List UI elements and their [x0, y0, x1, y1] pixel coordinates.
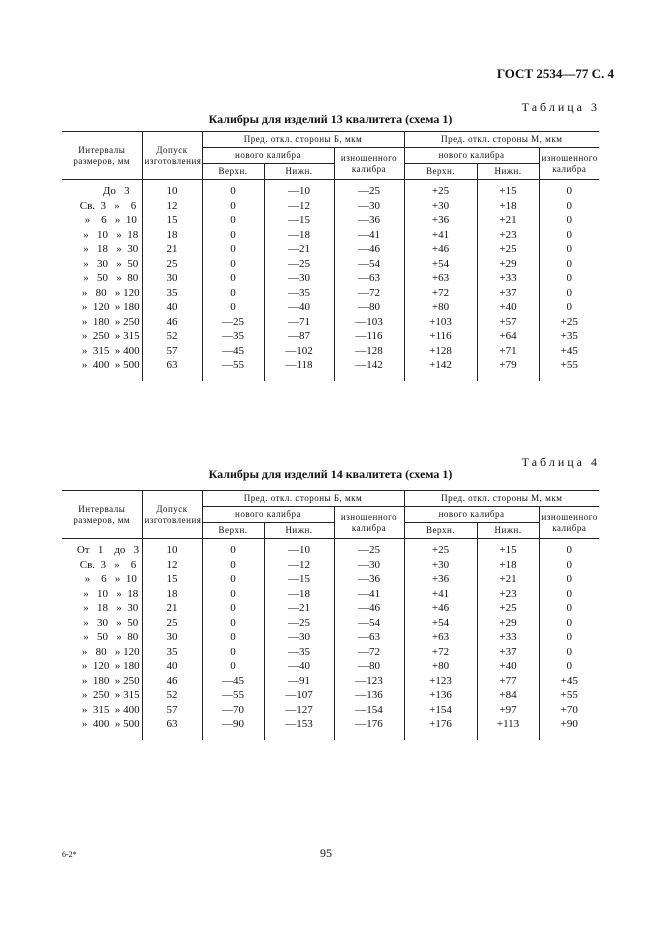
- cell-m-new-upper: +176: [404, 717, 477, 740]
- cell-b-worn: —46: [334, 242, 404, 257]
- cell-m-new-lower: +15: [477, 180, 539, 199]
- header-m-worn-gauge: изношенного калибра: [539, 148, 599, 180]
- cell-m-new-lower: +21: [477, 213, 539, 228]
- cell-b-new-upper: —90: [202, 717, 264, 740]
- cell-tolerance: 52: [142, 688, 202, 703]
- cell-tolerance: 63: [142, 358, 202, 381]
- cell-b-worn: —30: [334, 199, 404, 214]
- cell-m-new-upper: +103: [404, 315, 477, 330]
- cell-b-new-upper: 0: [202, 180, 264, 199]
- cell-b-new-upper: 0: [202, 199, 264, 214]
- cell-m-worn: +25: [539, 315, 599, 330]
- table-row: [62, 703, 599, 718]
- header-tolerance: Допуск изготовления: [142, 491, 202, 539]
- cell-m-new-lower: +18: [477, 199, 539, 214]
- cell-tolerance: 21: [142, 601, 202, 616]
- cell-m-new-lower: +29: [477, 616, 539, 631]
- cell-m-new-lower: +33: [477, 630, 539, 645]
- cell-m-new-upper: +30: [404, 199, 477, 214]
- table-row: [62, 300, 599, 315]
- cell-m-worn: 0: [539, 180, 599, 199]
- cell-m-worn: 0: [539, 645, 599, 660]
- cell-b-worn: —54: [334, 616, 404, 631]
- header-side-m: Пред. откл. стороны М, мкм: [404, 491, 599, 507]
- table-row: [62, 659, 599, 674]
- cell-m-new-lower: +77: [477, 674, 539, 689]
- cell-b-new-upper: 0: [202, 558, 264, 573]
- cell-tolerance: 35: [142, 645, 202, 660]
- cell-tolerance: 10: [142, 539, 202, 558]
- size-interval-text: » 400 » 500: [76, 359, 140, 371]
- cell-b-new-upper: 0: [202, 271, 264, 286]
- header-b-new-gauge: нового калибра: [202, 507, 334, 523]
- header-m-lower: Нижн.: [477, 164, 539, 180]
- cell-b-worn: —154: [334, 703, 404, 718]
- cell-size-interval: [62, 257, 142, 272]
- cell-m-new-lower: +40: [477, 659, 539, 674]
- cell-size-interval: [62, 688, 142, 703]
- cell-b-new-lower: —15: [264, 572, 334, 587]
- cell-m-new-upper: +72: [404, 645, 477, 660]
- cell-b-new-upper: 0: [202, 286, 264, 301]
- size-interval-text: Св. 3 » 6: [79, 558, 137, 571]
- cell-size-interval: [62, 587, 142, 602]
- cell-b-new-upper: —35: [202, 329, 264, 344]
- table-row: [62, 717, 599, 740]
- cell-size-interval: [62, 213, 142, 228]
- cell-m-worn: +70: [539, 703, 599, 718]
- cell-b-worn: —116: [334, 329, 404, 344]
- cell-m-new-upper: +63: [404, 271, 477, 286]
- size-interval-text: До 3: [86, 185, 130, 197]
- cell-m-new-upper: +36: [404, 572, 477, 587]
- cell-b-worn: —72: [334, 645, 404, 660]
- cell-size-interval: [62, 358, 142, 381]
- header-intervals: Интервалы размеров, мм: [62, 132, 142, 180]
- cell-m-worn: +55: [539, 358, 599, 381]
- cell-m-new-upper: +54: [404, 257, 477, 272]
- cell-size-interval: [62, 630, 142, 645]
- size-interval-text: » 10 » 18: [77, 228, 139, 241]
- cell-m-new-lower: +97: [477, 703, 539, 718]
- cell-m-worn: 0: [539, 659, 599, 674]
- footer-note: 6-2*: [62, 850, 77, 859]
- cell-m-worn: 0: [539, 199, 599, 214]
- cell-size-interval: [62, 659, 142, 674]
- header-m-worn-gauge: изношенного калибра: [539, 507, 599, 539]
- size-interval-text: » 400 » 500: [76, 718, 140, 730]
- cell-m-worn: +35: [539, 329, 599, 344]
- cell-b-new-lower: —10: [264, 180, 334, 199]
- cell-b-new-lower: —25: [264, 616, 334, 631]
- cell-tolerance: 46: [142, 315, 202, 330]
- cell-b-worn: —25: [334, 180, 404, 199]
- cell-m-new-lower: +79: [477, 358, 539, 381]
- cell-m-worn: 0: [539, 558, 599, 573]
- cell-b-new-lower: —35: [264, 286, 334, 301]
- header-side-b: Пред. откл. стороны Б, мкм: [202, 132, 404, 148]
- cell-b-new-upper: 0: [202, 630, 264, 645]
- size-interval-text: » 250 » 315: [76, 689, 140, 701]
- cell-m-worn: 0: [539, 616, 599, 631]
- cell-b-worn: —36: [334, 213, 404, 228]
- table-row: [62, 587, 599, 602]
- cell-b-new-lower: —21: [264, 601, 334, 616]
- size-interval-text: » 120 » 180: [76, 301, 140, 313]
- cell-b-new-lower: —127: [264, 703, 334, 718]
- cell-m-worn: 0: [539, 213, 599, 228]
- size-interval-text: » 180 » 250: [76, 315, 140, 328]
- cell-m-worn: +45: [539, 674, 599, 689]
- table-row: [62, 688, 599, 703]
- cell-size-interval: [62, 271, 142, 286]
- cell-m-new-upper: +123: [404, 674, 477, 689]
- cell-b-new-upper: —55: [202, 358, 264, 381]
- size-interval-text: » 50 » 80: [77, 631, 139, 643]
- size-interval-text: » 18 » 30: [77, 243, 139, 255]
- cell-tolerance: 30: [142, 630, 202, 645]
- cell-b-new-lower: —153: [264, 717, 334, 740]
- header-m-new-gauge: нового калибра: [404, 148, 539, 164]
- size-interval-text: » 180 » 250: [76, 674, 140, 687]
- cell-b-new-lower: —12: [264, 199, 334, 214]
- table-3-caption: Калибры для изделий 13 квалитета (схема 1): [208, 112, 453, 126]
- cell-m-worn: 0: [539, 242, 599, 257]
- cell-b-new-lower: —10: [264, 539, 334, 558]
- header-tolerance: Допуск изготовления: [142, 132, 202, 180]
- cell-b-new-upper: 0: [202, 300, 264, 315]
- cell-m-new-upper: +154: [404, 703, 477, 718]
- cell-size-interval: [62, 242, 142, 257]
- cell-m-worn: 0: [539, 257, 599, 272]
- cell-tolerance: 57: [142, 344, 202, 359]
- header-b-lower: Нижн.: [264, 164, 334, 180]
- cell-b-new-lower: —118: [264, 358, 334, 381]
- cell-tolerance: 25: [142, 616, 202, 631]
- cell-tolerance: 52: [142, 329, 202, 344]
- cell-b-worn: —176: [334, 717, 404, 740]
- cell-b-new-upper: 0: [202, 616, 264, 631]
- cell-size-interval: [62, 601, 142, 616]
- cell-b-worn: —142: [334, 358, 404, 381]
- header-b-worn-gauge: изношенного калибра: [334, 507, 404, 539]
- cell-m-new-upper: +116: [404, 329, 477, 344]
- cell-m-new-lower: +64: [477, 329, 539, 344]
- cell-tolerance: 30: [142, 271, 202, 286]
- cell-b-worn: —46: [334, 601, 404, 616]
- cell-m-new-lower: +40: [477, 300, 539, 315]
- table-row: [62, 572, 599, 587]
- table-4-number: Таблица 4: [521, 455, 600, 469]
- header-m-upper: Верхн.: [404, 523, 477, 539]
- cell-m-new-lower: +23: [477, 587, 539, 602]
- cell-m-worn: 0: [539, 228, 599, 243]
- cell-b-new-upper: 0: [202, 257, 264, 272]
- cell-m-new-upper: +54: [404, 616, 477, 631]
- cell-size-interval: [62, 616, 142, 631]
- header-m-new-gauge: нового калибра: [404, 507, 539, 523]
- cell-size-interval: [62, 315, 142, 330]
- cell-m-worn: 0: [539, 572, 599, 587]
- cell-b-new-upper: —70: [202, 703, 264, 718]
- cell-m-new-lower: +71: [477, 344, 539, 359]
- size-interval-text: » 6 » 10: [79, 214, 137, 226]
- cell-b-new-upper: —25: [202, 315, 264, 330]
- cell-b-worn: —123: [334, 674, 404, 689]
- cell-b-worn: —80: [334, 300, 404, 315]
- size-interval-text: » 6 » 10: [79, 573, 137, 585]
- size-interval-text: » 50 » 80: [77, 272, 139, 284]
- cell-b-new-upper: 0: [202, 645, 264, 660]
- cell-size-interval: [62, 572, 142, 587]
- cell-m-new-lower: +25: [477, 601, 539, 616]
- cell-m-new-upper: +63: [404, 630, 477, 645]
- table-row: [62, 242, 599, 257]
- cell-m-new-lower: +84: [477, 688, 539, 703]
- cell-m-new-upper: +30: [404, 558, 477, 573]
- table-4-body: [62, 539, 599, 740]
- cell-m-new-upper: +46: [404, 601, 477, 616]
- cell-b-worn: —25: [334, 539, 404, 558]
- cell-m-worn: 0: [539, 587, 599, 602]
- table-row: [62, 286, 599, 301]
- page-number: 95: [320, 846, 332, 860]
- cell-b-new-upper: 0: [202, 539, 264, 558]
- table-row: [62, 558, 599, 573]
- size-interval-text: » 315 » 400: [76, 344, 140, 357]
- cell-m-new-lower: +29: [477, 257, 539, 272]
- size-interval-text: » 30 » 50: [77, 257, 139, 270]
- header-side-b: Пред. откл. стороны Б, мкм: [202, 491, 404, 507]
- cell-b-new-lower: —30: [264, 271, 334, 286]
- cell-m-worn: +45: [539, 344, 599, 359]
- cell-tolerance: 46: [142, 674, 202, 689]
- cell-b-new-lower: —107: [264, 688, 334, 703]
- cell-tolerance: 63: [142, 717, 202, 740]
- size-interval-text: » 315 » 400: [76, 703, 140, 716]
- cell-m-new-upper: +41: [404, 587, 477, 602]
- table-row: [62, 315, 599, 330]
- cell-size-interval: [62, 344, 142, 359]
- header-side-m: Пред. откл. стороны М, мкм: [404, 132, 599, 148]
- header-b-new-gauge: нового калибра: [202, 148, 334, 164]
- table-row: [62, 358, 599, 381]
- cell-tolerance: 15: [142, 213, 202, 228]
- cell-b-new-lower: —102: [264, 344, 334, 359]
- cell-m-new-lower: +25: [477, 242, 539, 257]
- table-row: [62, 616, 599, 631]
- cell-m-new-lower: +37: [477, 286, 539, 301]
- cell-b-new-lower: —40: [264, 659, 334, 674]
- cell-tolerance: 12: [142, 199, 202, 214]
- table-row: [62, 539, 599, 558]
- cell-m-worn: 0: [539, 300, 599, 315]
- cell-b-new-upper: 0: [202, 587, 264, 602]
- size-interval-text: Св. 3 » 6: [79, 199, 137, 212]
- table-row: [62, 630, 599, 645]
- table-3-number: Таблица 3: [521, 100, 600, 114]
- cell-b-worn: —103: [334, 315, 404, 330]
- cell-m-worn: +90: [539, 717, 599, 740]
- cell-tolerance: 15: [142, 572, 202, 587]
- cell-b-new-lower: —87: [264, 329, 334, 344]
- cell-b-worn: —54: [334, 257, 404, 272]
- table-row: [62, 213, 599, 228]
- cell-b-new-upper: 0: [202, 228, 264, 243]
- cell-b-new-lower: —18: [264, 587, 334, 602]
- cell-m-new-lower: +18: [477, 558, 539, 573]
- cell-b-new-lower: —21: [264, 242, 334, 257]
- cell-m-worn: 0: [539, 286, 599, 301]
- cell-b-new-upper: —45: [202, 344, 264, 359]
- cell-tolerance: 18: [142, 228, 202, 243]
- cell-b-worn: —80: [334, 659, 404, 674]
- table-row: [62, 601, 599, 616]
- cell-m-worn: 0: [539, 539, 599, 558]
- table-3: [62, 131, 599, 381]
- cell-m-new-upper: +25: [404, 539, 477, 558]
- cell-m-new-upper: +80: [404, 659, 477, 674]
- cell-m-new-lower: +33: [477, 271, 539, 286]
- cell-b-new-lower: —71: [264, 315, 334, 330]
- size-interval-text: » 80 » 120: [76, 286, 140, 299]
- cell-b-worn: —63: [334, 271, 404, 286]
- cell-b-new-lower: —40: [264, 300, 334, 315]
- cell-size-interval: [62, 674, 142, 689]
- header-intervals: Интервалы размеров, мм: [62, 491, 142, 539]
- cell-b-worn: —30: [334, 558, 404, 573]
- cell-m-new-upper: +80: [404, 300, 477, 315]
- cell-m-new-lower: +21: [477, 572, 539, 587]
- size-interval-text: От 1 до 3: [76, 544, 140, 556]
- size-interval-text: » 18 » 30: [77, 602, 139, 614]
- cell-b-new-lower: —12: [264, 558, 334, 573]
- cell-size-interval: [62, 703, 142, 718]
- cell-m-worn: 0: [539, 630, 599, 645]
- size-interval-text: » 80 » 120: [76, 645, 140, 658]
- cell-m-new-lower: +57: [477, 315, 539, 330]
- cell-b-worn: —128: [334, 344, 404, 359]
- cell-b-worn: —136: [334, 688, 404, 703]
- cell-size-interval: [62, 228, 142, 243]
- cell-m-new-lower: +23: [477, 228, 539, 243]
- cell-size-interval: [62, 717, 142, 740]
- cell-m-new-lower: +15: [477, 539, 539, 558]
- cell-tolerance: 18: [142, 587, 202, 602]
- table-row: [62, 228, 599, 243]
- table-3-body: [62, 180, 599, 381]
- cell-m-new-upper: +25: [404, 180, 477, 199]
- header-m-upper: Верхн.: [404, 164, 477, 180]
- cell-m-new-upper: +46: [404, 242, 477, 257]
- cell-tolerance: 10: [142, 180, 202, 199]
- table-row: [62, 329, 599, 344]
- size-interval-text: » 10 » 18: [77, 587, 139, 600]
- cell-size-interval: [62, 329, 142, 344]
- header-b-upper: Верхн.: [202, 523, 264, 539]
- cell-m-new-upper: +72: [404, 286, 477, 301]
- header-b-lower: Нижн.: [264, 523, 334, 539]
- cell-size-interval: [62, 300, 142, 315]
- table-4: [62, 490, 599, 740]
- table-row: [62, 199, 599, 214]
- cell-b-new-upper: 0: [202, 659, 264, 674]
- cell-b-new-upper: 0: [202, 242, 264, 257]
- cell-size-interval: [62, 286, 142, 301]
- cell-tolerance: 40: [142, 659, 202, 674]
- cell-b-new-upper: —45: [202, 674, 264, 689]
- cell-m-new-upper: +128: [404, 344, 477, 359]
- cell-tolerance: 40: [142, 300, 202, 315]
- cell-tolerance: 35: [142, 286, 202, 301]
- cell-b-new-lower: —91: [264, 674, 334, 689]
- cell-size-interval: [62, 645, 142, 660]
- cell-size-interval: [62, 558, 142, 573]
- table-row: [62, 257, 599, 272]
- cell-b-worn: —41: [334, 228, 404, 243]
- table-4-caption: Калибры для изделий 14 квалитета (схема 1): [208, 467, 453, 481]
- cell-tolerance: 57: [142, 703, 202, 718]
- header-m-lower: Нижн.: [477, 523, 539, 539]
- cell-b-new-upper: 0: [202, 601, 264, 616]
- cell-size-interval: [62, 180, 142, 199]
- cell-b-new-upper: 0: [202, 213, 264, 228]
- header-b-worn-gauge: изношенного калибра: [334, 148, 404, 180]
- cell-b-worn: —41: [334, 587, 404, 602]
- cell-b-new-lower: —35: [264, 645, 334, 660]
- cell-b-worn: —72: [334, 286, 404, 301]
- cell-m-new-upper: +142: [404, 358, 477, 381]
- cell-m-new-upper: +136: [404, 688, 477, 703]
- cell-b-worn: —36: [334, 572, 404, 587]
- cell-tolerance: 12: [142, 558, 202, 573]
- header-b-upper: Верхн.: [202, 164, 264, 180]
- cell-m-new-upper: +36: [404, 213, 477, 228]
- cell-b-new-lower: —30: [264, 630, 334, 645]
- cell-b-new-lower: —15: [264, 213, 334, 228]
- cell-b-new-upper: —55: [202, 688, 264, 703]
- cell-b-worn: —63: [334, 630, 404, 645]
- cell-m-worn: 0: [539, 271, 599, 286]
- table-row: [62, 645, 599, 660]
- cell-m-worn: 0: [539, 601, 599, 616]
- cell-tolerance: 21: [142, 242, 202, 257]
- cell-m-worn: +55: [539, 688, 599, 703]
- cell-b-new-lower: —25: [264, 257, 334, 272]
- cell-tolerance: 25: [142, 257, 202, 272]
- table-row: [62, 180, 599, 199]
- size-interval-text: » 250 » 315: [76, 330, 140, 342]
- table-row: [62, 344, 599, 359]
- table-row: [62, 674, 599, 689]
- table-row: [62, 271, 599, 286]
- cell-m-new-lower: +37: [477, 645, 539, 660]
- cell-b-new-upper: 0: [202, 572, 264, 587]
- size-interval-text: » 120 » 180: [76, 660, 140, 672]
- cell-size-interval: [62, 539, 142, 558]
- cell-b-new-lower: —18: [264, 228, 334, 243]
- cell-m-new-upper: +41: [404, 228, 477, 243]
- document-header: ГОСТ 2534—77 С. 4: [496, 66, 614, 81]
- cell-size-interval: [62, 199, 142, 214]
- cell-m-new-lower: +113: [477, 717, 539, 740]
- size-interval-text: » 30 » 50: [77, 616, 139, 629]
